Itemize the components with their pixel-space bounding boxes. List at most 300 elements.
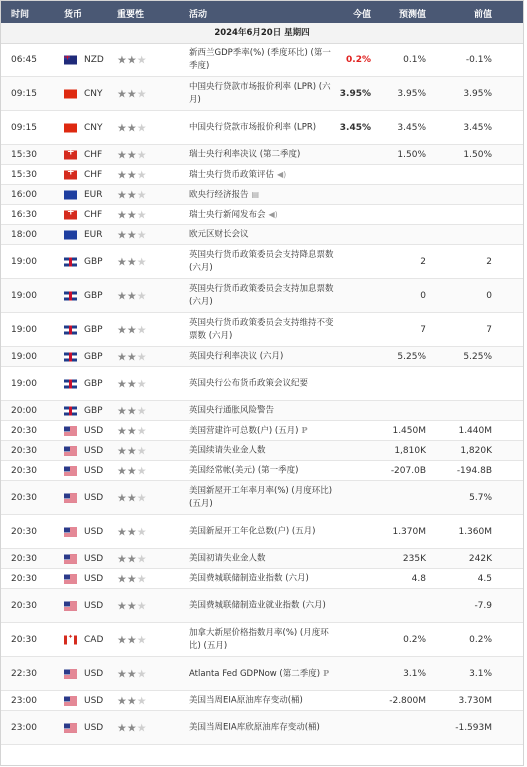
table-row[interactable]	[1, 165, 523, 185]
event-text: 美国新屋开工年率月率(%) (月度环比) (五月)	[189, 485, 333, 509]
event-name[interactable]	[189, 721, 339, 734]
event-name[interactable]	[189, 424, 339, 438]
star-icon: ★	[136, 599, 147, 612]
star-icon: ★	[136, 121, 147, 134]
star-icon: ★	[126, 87, 137, 100]
star-icon: ★	[136, 188, 147, 201]
event-text: 美国续请失业金人数	[189, 445, 266, 455]
star-icon: ★	[136, 633, 147, 646]
forecast-value: 5.25%	[397, 351, 426, 362]
star-icon: ★	[117, 633, 127, 646]
event-name[interactable]	[189, 249, 339, 275]
event-text: 美国新屋开工年化总数(户) (五月)	[189, 526, 316, 536]
star-icon: ★	[126, 289, 137, 302]
star-icon: ★	[126, 148, 137, 161]
actual-value: 0.2%	[346, 54, 371, 65]
event-text: 英国央行利率决议 (六月)	[189, 351, 284, 361]
star-icon: ★	[126, 572, 137, 585]
star-icon: ★	[136, 53, 147, 66]
event-name[interactable]	[189, 377, 339, 390]
star-icon: ★	[117, 188, 127, 201]
importance-stars	[117, 464, 147, 477]
date-separator: 2024年6月20日 星期四	[1, 23, 523, 44]
currency-code: CNY	[84, 88, 103, 99]
event-name[interactable]	[189, 599, 339, 612]
star-icon: ★	[136, 323, 147, 336]
event-text: 加拿大新屋价格指数月率(%) (月度环比) (五月)	[189, 627, 329, 651]
star-icon: ★	[117, 424, 127, 437]
nzd-flag-icon	[64, 55, 77, 64]
forecast-value: 0.2%	[403, 634, 426, 645]
forecast-value: -2.800M	[389, 695, 426, 706]
event-time: 06:45	[11, 54, 37, 65]
importance-stars	[117, 323, 147, 336]
currency-code: GBP	[84, 290, 103, 301]
currency-code: GBP	[84, 378, 103, 389]
star-icon: ★	[136, 350, 147, 363]
table-row[interactable]	[1, 589, 523, 623]
previous-value: 1.360M	[458, 526, 492, 537]
usd-flag-icon	[64, 723, 77, 732]
usd-flag-icon	[64, 696, 77, 705]
currency-code: USD	[84, 526, 104, 537]
usd-flag-icon	[64, 426, 77, 435]
currency-code: USD	[84, 465, 104, 476]
star-icon: ★	[136, 552, 147, 565]
star-icon: ★	[117, 552, 127, 565]
event-name[interactable]	[189, 444, 339, 457]
speaker-icon: ◀)	[277, 169, 287, 179]
event-text: 英国央行公布货币政策会议纪要	[189, 378, 309, 388]
event-time: 09:15	[11, 88, 37, 99]
event-name[interactable]	[189, 464, 339, 477]
star-icon: ★	[136, 255, 147, 268]
importance-stars	[117, 168, 147, 181]
event-text: 英国央行货币政策委员会支持降息票数 (六月)	[189, 249, 334, 273]
event-time: 19:00	[11, 378, 37, 389]
event-time: 20:30	[11, 526, 37, 537]
event-name[interactable]	[189, 121, 339, 134]
star-icon: ★	[136, 208, 147, 221]
star-icon: ★	[136, 464, 147, 477]
star-icon: ★	[126, 208, 137, 221]
star-icon: ★	[117, 323, 127, 336]
currency-code: USD	[84, 573, 104, 584]
previous-value: -0.1%	[465, 54, 492, 65]
usd-flag-icon	[64, 554, 77, 563]
star-icon: ★	[117, 350, 127, 363]
star-icon: ★	[136, 491, 147, 504]
table-row[interactable]	[1, 225, 523, 245]
currency-code: CHF	[84, 169, 103, 180]
importance-stars	[117, 53, 147, 66]
event-name[interactable]	[189, 350, 339, 363]
table-row[interactable]	[1, 77, 523, 111]
forecast-value: 1.370M	[392, 526, 426, 537]
forecast-value: -207.0B	[390, 465, 426, 476]
importance-stars	[117, 667, 147, 680]
forecast-value: 3.45%	[397, 122, 426, 133]
importance-stars	[117, 525, 147, 538]
event-text: Atlanta Fed GDPNow (第二季度)	[189, 668, 321, 679]
star-icon: ★	[117, 444, 127, 457]
star-icon: ★	[136, 444, 147, 457]
table-row[interactable]	[1, 441, 523, 461]
previous-value: 3.730M	[458, 695, 492, 706]
event-time: 20:30	[11, 425, 37, 436]
table-row[interactable]	[1, 711, 523, 745]
star-icon: ★	[126, 444, 137, 457]
currency-code: CAD	[84, 634, 104, 645]
event-list	[1, 43, 523, 745]
chf-flag-icon	[64, 150, 77, 159]
event-time: 16:30	[11, 209, 37, 220]
star-icon: ★	[117, 464, 127, 477]
table-row[interactable]	[1, 279, 523, 313]
star-icon: ★	[117, 491, 127, 504]
previous-value: 1.50%	[463, 149, 492, 160]
event-time: 20:00	[11, 405, 37, 416]
star-icon: ★	[136, 148, 147, 161]
star-icon: ★	[126, 633, 137, 646]
event-time: 20:30	[11, 600, 37, 611]
event-name[interactable]	[189, 694, 339, 707]
previous-value: 3.1%	[469, 668, 492, 679]
currency-code: USD	[84, 668, 104, 679]
table-row[interactable]	[1, 549, 523, 569]
star-icon: ★	[126, 491, 137, 504]
star-icon: ★	[126, 721, 137, 734]
event-text: 美国当周EIA库欣原油库存变动(桶)	[189, 722, 320, 732]
actual-value: 3.95%	[339, 88, 371, 99]
importance-stars	[117, 255, 147, 268]
star-icon: ★	[126, 667, 137, 680]
star-icon: ★	[126, 168, 137, 181]
importance-stars	[117, 350, 147, 363]
event-time: 19:00	[11, 256, 37, 267]
event-text: 中国央行贷款市场报价利率 (LPR)	[189, 122, 317, 132]
star-icon: ★	[126, 404, 137, 417]
importance-stars	[117, 599, 147, 612]
usd-flag-icon	[64, 446, 77, 455]
star-icon: ★	[136, 424, 147, 437]
currency-code: USD	[84, 445, 104, 456]
star-icon: ★	[136, 667, 147, 680]
importance-stars	[117, 87, 147, 100]
event-name[interactable]	[189, 81, 339, 107]
table-row[interactable]	[1, 481, 523, 515]
table-row[interactable]	[1, 43, 523, 77]
star-icon: ★	[136, 525, 147, 538]
star-icon: ★	[117, 525, 127, 538]
event-text: 美国当周EIA原油库存变动(桶)	[189, 695, 303, 705]
star-icon: ★	[126, 53, 137, 66]
event-name[interactable]	[189, 148, 339, 161]
star-icon: ★	[126, 255, 137, 268]
star-icon: ★	[117, 404, 127, 417]
event-name[interactable]	[189, 404, 339, 417]
event-time: 15:30	[11, 169, 37, 180]
event-text: 欧元区财长会议	[189, 229, 249, 239]
star-icon: ★	[117, 572, 127, 585]
eur-flag-icon	[64, 230, 77, 239]
importance-stars	[117, 552, 147, 565]
currency-code: EUR	[84, 189, 103, 200]
previous-value: -1.593M	[455, 722, 492, 733]
gbp-flag-icon	[64, 352, 77, 361]
forecast-value: 235K	[402, 553, 426, 564]
star-icon: ★	[126, 464, 137, 477]
cny-flag-icon	[64, 89, 77, 98]
previous-value: 7	[486, 324, 492, 335]
previous-value: -7.9	[474, 600, 492, 611]
star-icon: ★	[117, 255, 127, 268]
forecast-value: 1,810K	[394, 445, 426, 456]
event-time: 20:30	[11, 634, 37, 645]
importance-stars	[117, 721, 147, 734]
previous-value: -194.8B	[456, 465, 492, 476]
event-text: 英国央行通胀风险警告	[189, 405, 275, 415]
star-icon: ★	[126, 323, 137, 336]
forecast-value: 1.450M	[392, 425, 426, 436]
preliminary-p-icon: P	[323, 667, 330, 678]
cad-flag-icon	[64, 635, 77, 644]
table-row[interactable]	[1, 401, 523, 421]
usd-flag-icon	[64, 527, 77, 536]
previous-value: 1.440M	[458, 425, 492, 436]
star-icon: ★	[126, 599, 137, 612]
event-time: 20:30	[11, 465, 37, 476]
event-time: 09:15	[11, 122, 37, 133]
star-icon: ★	[136, 228, 147, 241]
table-row[interactable]	[1, 623, 523, 657]
forecast-value: 3.1%	[403, 668, 426, 679]
event-name[interactable]	[189, 168, 339, 182]
event-time: 20:30	[11, 553, 37, 564]
header-time: 时间	[11, 10, 30, 20]
star-icon: ★	[117, 121, 127, 134]
gbp-flag-icon	[64, 406, 77, 415]
event-text: 英国央行货币政策委员会支持加息票数 (六月)	[189, 283, 334, 307]
star-icon: ★	[126, 188, 137, 201]
header-forecast: 预测值	[398, 10, 426, 20]
previous-value: 3.95%	[463, 88, 492, 99]
previous-value: 4.5	[477, 573, 492, 584]
previous-value: 1,820K	[460, 445, 492, 456]
event-time: 19:00	[11, 351, 37, 362]
importance-stars	[117, 404, 147, 417]
table-row[interactable]	[1, 347, 523, 367]
gbp-flag-icon	[64, 379, 77, 388]
star-icon: ★	[117, 694, 127, 707]
event-text: 中国央行贷款市场报价利率 (LPR) (六月)	[189, 81, 331, 105]
table-row[interactable]	[1, 111, 523, 145]
star-icon: ★	[126, 377, 137, 390]
event-name[interactable]	[189, 317, 339, 343]
event-time: 15:30	[11, 149, 37, 160]
document-icon: ▤	[251, 189, 260, 199]
event-text: 美国费城联储制造业指数 (六月)	[189, 573, 309, 583]
forecast-value: 1.50%	[397, 149, 426, 160]
importance-stars	[117, 188, 147, 201]
currency-code: USD	[84, 722, 104, 733]
currency-code: USD	[84, 425, 104, 436]
previous-value: 5.25%	[463, 351, 492, 362]
table-row[interactable]	[1, 313, 523, 347]
currency-code: GBP	[84, 405, 103, 416]
currency-code: USD	[84, 553, 104, 564]
usd-flag-icon	[64, 493, 77, 502]
importance-stars	[117, 694, 147, 707]
event-text: 美国经常帐(美元) (第一季度)	[189, 465, 299, 475]
event-name[interactable]	[189, 47, 339, 73]
event-time: 19:00	[11, 290, 37, 301]
header-previous: 前值	[473, 10, 492, 20]
star-icon: ★	[117, 377, 127, 390]
star-icon: ★	[136, 721, 147, 734]
star-icon: ★	[117, 667, 127, 680]
forecast-value: 3.95%	[397, 88, 426, 99]
event-text: 英国央行货币政策委员会支持维持不变票数 (六月)	[189, 317, 334, 341]
table-row[interactable]	[1, 691, 523, 711]
star-icon: ★	[136, 377, 147, 390]
cny-flag-icon	[64, 123, 77, 132]
header-actual: 今值	[352, 10, 371, 20]
star-icon: ★	[136, 694, 147, 707]
actual-value: 3.45%	[339, 122, 371, 133]
table-row[interactable]	[1, 145, 523, 165]
star-icon: ★	[126, 525, 137, 538]
currency-code: GBP	[84, 324, 103, 335]
event-text: 瑞士央行利率决议 (第二季度)	[189, 149, 301, 159]
usd-flag-icon	[64, 466, 77, 475]
star-icon: ★	[136, 87, 147, 100]
previous-value: 3.45%	[463, 122, 492, 133]
table-row[interactable]	[1, 515, 523, 549]
usd-flag-icon	[64, 601, 77, 610]
table-row[interactable]	[1, 421, 523, 441]
gbp-flag-icon	[64, 257, 77, 266]
usd-flag-icon	[64, 669, 77, 678]
star-icon: ★	[126, 424, 137, 437]
event-time: 20:30	[11, 492, 37, 503]
header-event: 活动	[189, 10, 208, 20]
header-importance: 重要性	[117, 10, 145, 20]
speaker-icon: ◀)	[268, 209, 278, 219]
table-row[interactable]	[1, 461, 523, 481]
importance-stars	[117, 289, 147, 302]
star-icon: ★	[126, 228, 137, 241]
currency-code: NZD	[84, 54, 104, 65]
event-text: 瑞士央行货币政策评估	[189, 169, 275, 180]
event-time: 22:30	[11, 668, 37, 679]
table-row[interactable]	[1, 185, 523, 205]
preliminary-p-icon: P	[301, 424, 308, 435]
star-icon: ★	[136, 168, 147, 181]
currency-code: GBP	[84, 256, 103, 267]
importance-stars	[117, 572, 147, 585]
importance-stars	[117, 491, 147, 504]
star-icon: ★	[117, 721, 127, 734]
forecast-value: 0	[420, 290, 426, 301]
event-time: 19:00	[11, 324, 37, 335]
usd-flag-icon	[64, 574, 77, 583]
forecast-value: 7	[420, 324, 426, 335]
importance-stars	[117, 228, 147, 241]
event-text: 瑞士央行新闻发布会	[189, 209, 266, 220]
star-icon: ★	[117, 228, 127, 241]
table-row[interactable]	[1, 367, 523, 401]
event-text: 新西兰GDP季率(%) (季度环比) (第一季度)	[189, 47, 331, 71]
importance-stars	[117, 444, 147, 457]
header-currency: 货币	[64, 10, 83, 20]
forecast-value: 2	[420, 256, 426, 267]
event-time: 16:00	[11, 189, 37, 200]
gbp-flag-icon	[64, 291, 77, 300]
table-header	[1, 1, 523, 23]
currency-code: CHF	[84, 149, 103, 160]
previous-value: 5.7%	[469, 492, 492, 503]
star-icon: ★	[126, 350, 137, 363]
star-icon: ★	[126, 121, 137, 134]
event-name[interactable]	[189, 627, 339, 653]
star-icon: ★	[126, 694, 137, 707]
star-icon: ★	[117, 168, 127, 181]
chf-flag-icon	[64, 170, 77, 179]
table-row[interactable]	[1, 245, 523, 279]
previous-value: 0	[486, 290, 492, 301]
event-time: 18:00	[11, 229, 37, 240]
star-icon: ★	[126, 552, 137, 565]
currency-code: USD	[84, 492, 104, 503]
table-row[interactable]	[1, 569, 523, 589]
table-row[interactable]	[1, 205, 523, 225]
eur-flag-icon	[64, 190, 77, 199]
event-name[interactable]	[189, 283, 339, 309]
event-text: 美国营建许可总数(户) (五月)	[189, 425, 299, 436]
star-icon: ★	[136, 572, 147, 585]
event-name[interactable]	[189, 552, 339, 565]
gbp-flag-icon	[64, 325, 77, 334]
event-time: 20:30	[11, 445, 37, 456]
event-name[interactable]	[189, 228, 339, 241]
event-name[interactable]	[189, 485, 339, 511]
previous-value: 242K	[468, 553, 492, 564]
table-row[interactable]	[1, 657, 523, 691]
forecast-value: 4.8	[411, 573, 426, 584]
currency-code: CHF	[84, 209, 103, 220]
event-time: 23:00	[11, 695, 37, 706]
event-name[interactable]	[189, 208, 339, 222]
star-icon: ★	[117, 53, 127, 66]
star-icon: ★	[117, 87, 127, 100]
event-name[interactable]	[189, 525, 339, 538]
event-time: 20:30	[11, 573, 37, 584]
importance-stars	[117, 633, 147, 646]
importance-stars	[117, 121, 147, 134]
previous-value: 0.2%	[469, 634, 492, 645]
event-name[interactable]	[189, 188, 339, 202]
previous-value: 2	[486, 256, 492, 267]
event-text: 欧央行经济报告	[189, 189, 249, 200]
event-name[interactable]	[189, 667, 339, 681]
star-icon: ★	[117, 148, 127, 161]
forecast-value: 0.1%	[403, 54, 426, 65]
event-text: 美国费城联储制造业就业指数 (六月)	[189, 600, 326, 610]
event-name[interactable]	[189, 572, 339, 585]
event-time: 23:00	[11, 722, 37, 733]
currency-code: USD	[84, 600, 104, 611]
